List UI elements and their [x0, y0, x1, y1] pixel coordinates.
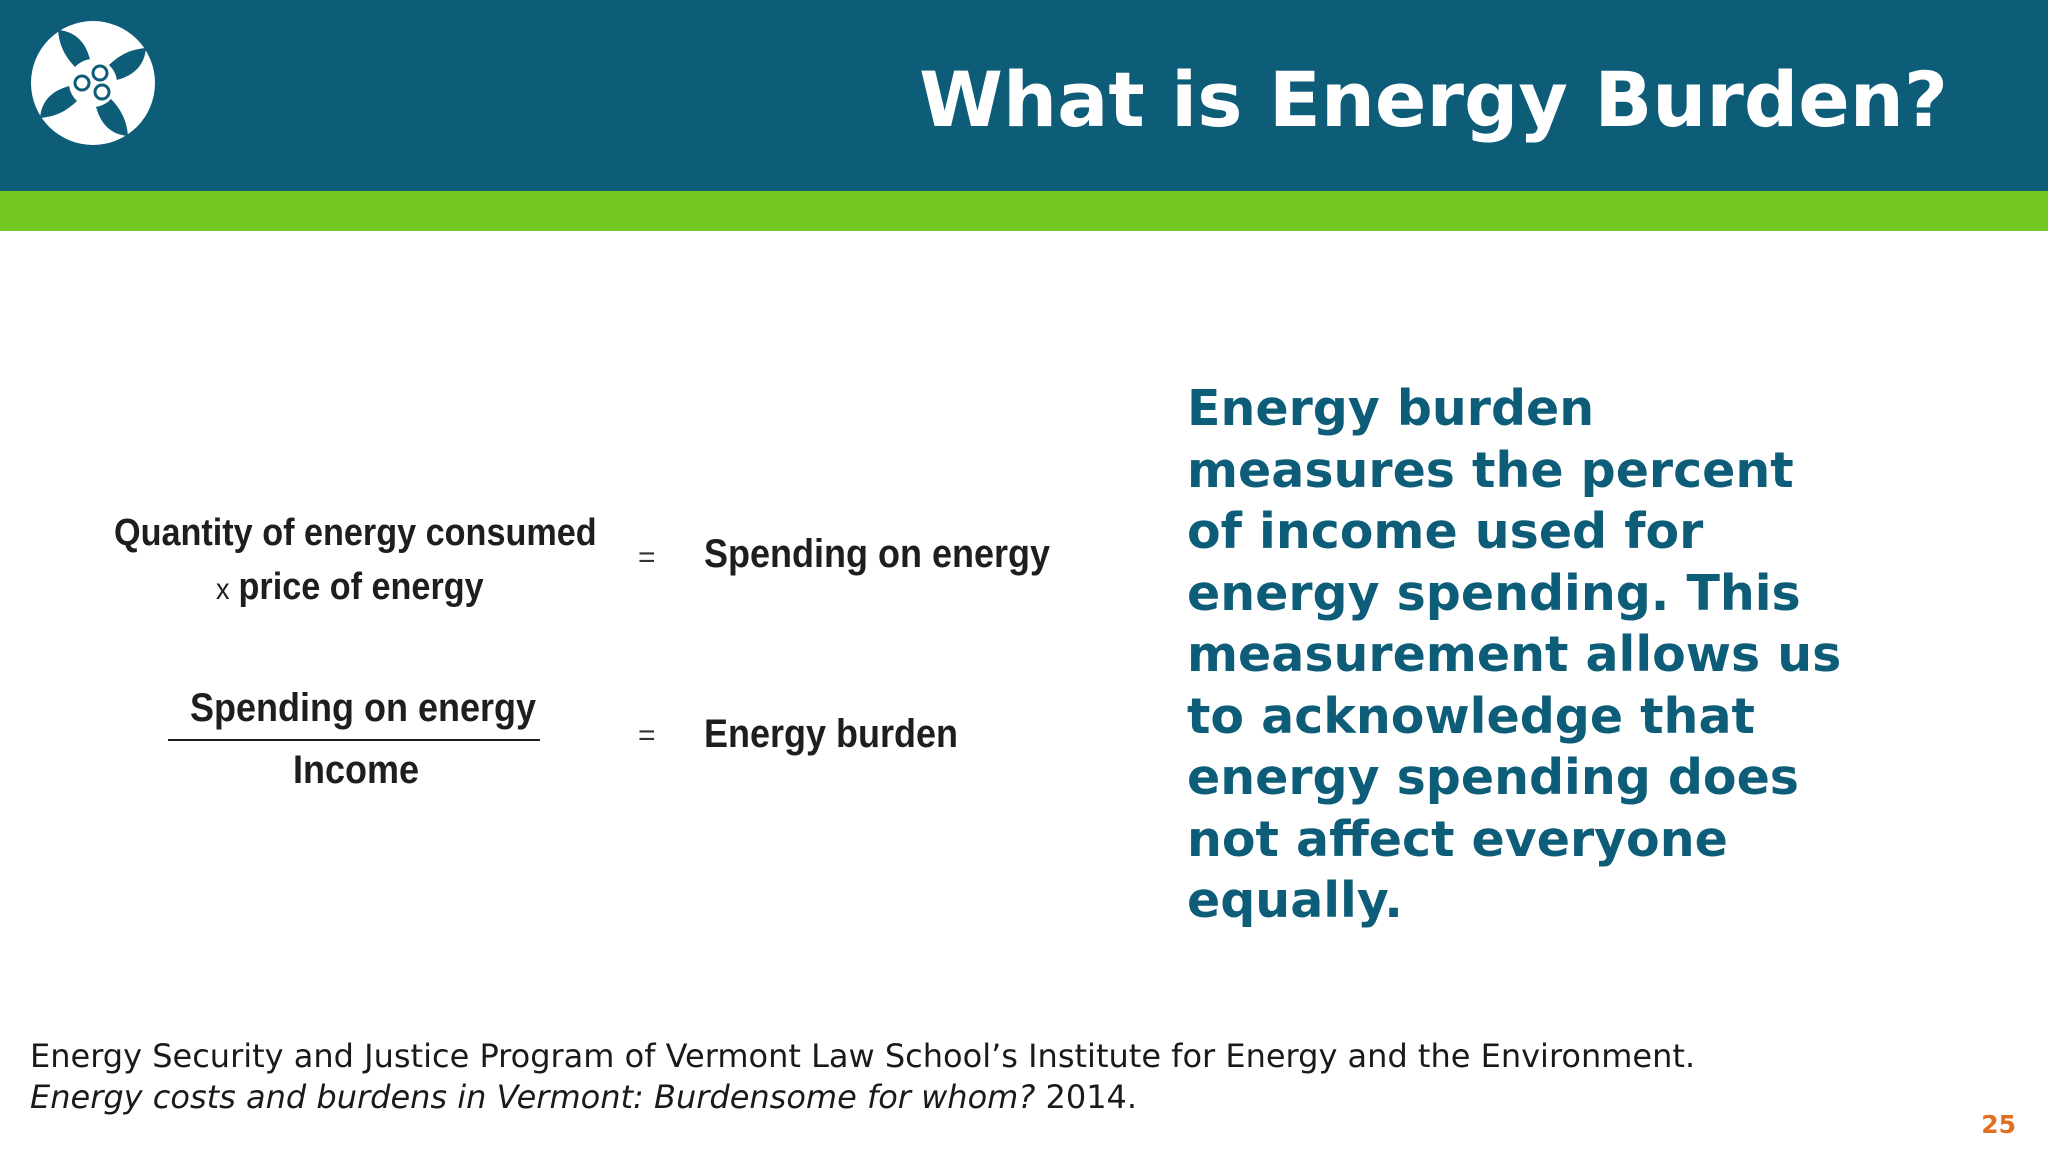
definition-line: energy spending does — [1187, 749, 1799, 806]
accent-bar — [0, 191, 2048, 231]
definition-line: measures the percent — [1187, 441, 1794, 499]
multiply-symbol: x — [216, 573, 230, 606]
formula-price-line — [216, 562, 484, 615]
definition-line: Energy burden — [1187, 380, 1595, 437]
citation-line-2 — [30, 1077, 1695, 1118]
definition-line: measurement allows us — [1187, 626, 1842, 683]
definition-line: of income used for — [1187, 503, 1704, 560]
source-citation — [30, 1036, 1695, 1118]
definition-text — [1187, 378, 1907, 932]
citation-year: 2014. — [1035, 1078, 1138, 1116]
equals-sign-1: = — [638, 541, 656, 574]
definition-line: to acknowledge that — [1187, 687, 1755, 745]
formula-result-burden: Energy burden — [704, 712, 959, 756]
formula-denominator: Income — [293, 748, 420, 792]
definition-line: equally. — [1187, 872, 1403, 929]
definition-line: not affect everyone — [1187, 810, 1728, 868]
formula-result-spending: Spending on energy — [704, 532, 1051, 576]
citation-line-1: Energy Security and Justice Program of Vermont Law School’s Institute for Energy and the Environment. — [30, 1037, 1696, 1075]
formula-price-label: price of energy — [238, 566, 484, 608]
definition-line: energy spending. This — [1187, 564, 1801, 622]
fraction-bar — [168, 739, 540, 741]
page-number: 25 — [1981, 1110, 2016, 1139]
citation-title: Energy costs and burdens in Vermont: Burdensome for whom? — [30, 1078, 1036, 1116]
page-title: What is Energy Burden? — [919, 55, 1948, 144]
formula-quantity-line: Quantity of energy consumed — [114, 512, 597, 554]
pinwheel-logo-icon — [30, 20, 156, 146]
equals-sign-2: = — [638, 719, 656, 752]
formula-numerator: Spending on energy — [190, 686, 537, 730]
